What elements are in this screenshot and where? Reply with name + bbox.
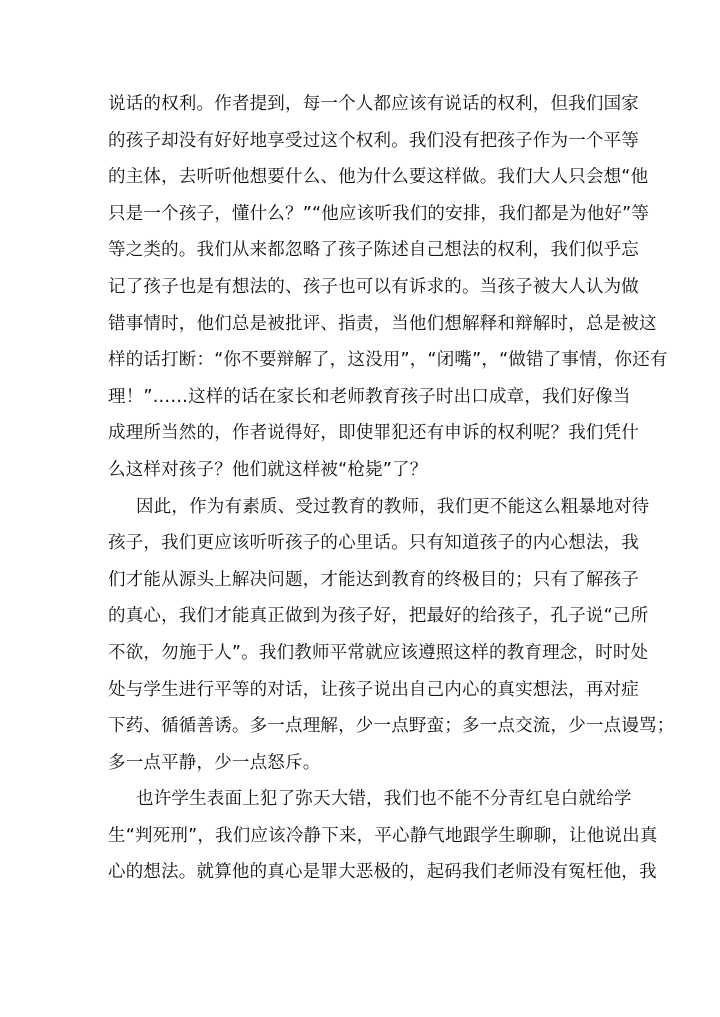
text-line: 么这样对孩子？他们就这样被“枪毙”了？: [108, 459, 428, 480]
text-line: 心的想法。就算他的真心是罪大恶极的，起码我们老师没有冤枉他，我: [108, 862, 657, 883]
text-line: 的真心，我们才能真正做到为孩子好，把最好的给孩子，孔子说“己所: [108, 606, 649, 627]
text-line: 不欲，勿施于人”。我们教师平常就应该遵照这样的教育理念，时时处: [108, 642, 649, 663]
text-line: 等之类的。我们从来都忽略了孩子陈述自己想法的权利，我们似乎忘: [108, 240, 639, 261]
text-line: 多一点平静，少一点怒斥。: [108, 752, 321, 773]
text-line: 理！”……这样的话在家长和老师教育孩子时出口成章，我们好像当: [108, 386, 631, 407]
text-line: 的孩子却没有好好地享受过这个权利。我们没有把孩子作为一个平等: [108, 130, 639, 151]
text-line: 因此，作为有素质、受过教育的教师，我们更不能这么粗暴地对待: [136, 496, 650, 517]
text-line: 成理所当然的，作者说得好，即使罪犯还有申诉的权利呢？我们凭什: [108, 423, 639, 444]
text-line: 们才能从源头上解决问题，才能达到教育的终极目的；只有了解孩子: [108, 569, 639, 590]
text-line: 样的话打断：“你不要辩解了，这没用”，“闭嘴”，“做错了事情，你还有: [108, 350, 668, 371]
text-line: 说话的权利。作者提到，每一个人都应该有说话的权利，但我们国家: [108, 94, 639, 114]
text-line: 下药、循循善诱。多一点理解，少一点野蛮；多一点交流，少一点谩骂；: [108, 716, 675, 737]
text-line: 处与学生进行平等的对话，让孩子说出自己内心的真实想法，再对症: [108, 679, 639, 700]
text-line: 记了孩子也是有想法的、孩子也可以有诉求的。当孩子被大人认为做: [108, 276, 639, 297]
text-line: 错事情时，他们总是被批评、指责，当他们想解释和辩解时，总是被这: [108, 313, 657, 334]
body-text: [108, 86, 675, 891]
text-line: 只是一个孩子，懂什么？”“他应该听我们的安排，我们都是为他好”等: [108, 203, 650, 224]
text-line: 也许学生表面上犯了弥天大错，我们也不能不分青红皂白就给学: [136, 789, 632, 810]
text-line: 孩子，我们更应该听听孩子的心里话。只有知道孩子的内心想法，我: [108, 533, 639, 554]
text-line: 的主体，去听听他想要什么、他为什么要这样做。我们大人只会想“他: [108, 167, 649, 188]
text-line: 生“判死刑”，我们应该冷静下来，平心静气地跟学生聊聊，让他说出真: [108, 825, 658, 846]
